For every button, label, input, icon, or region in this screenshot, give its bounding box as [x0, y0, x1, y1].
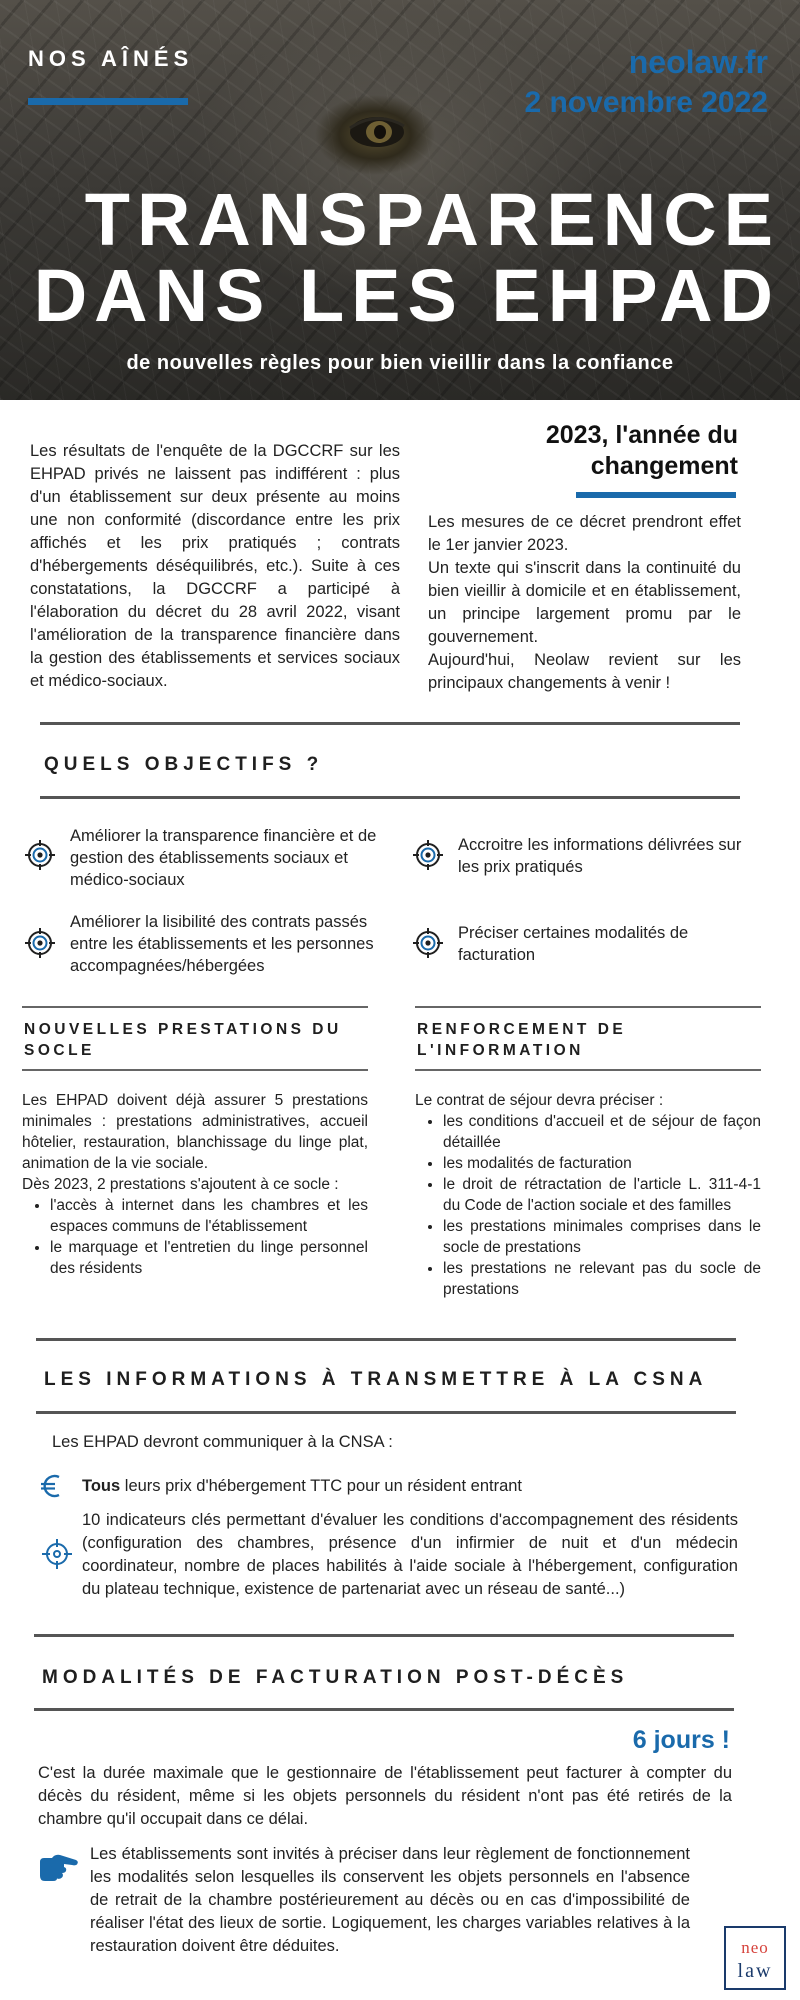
facturation-highlight: 6 jours ! — [632, 1726, 730, 1754]
facturation-paragraph: C'est la durée maximale que le gestionnaire de l'établissement peut facturer à compter du décès du résident, même si les objets personnels du résident n'ont pas été retirés de la chambre qu'il occupait dans ce délai. — [38, 1764, 732, 1828]
csna-item-indicators: 10 indicateurs clés permettant d'évaluer les conditions d'accompagnement des résidents (configuration des chambres, présence d'un infirmier de nuit et d'un médecin coordinateur, nombre de places habilités à l'aide sociale à l'hébergement, configuration du plateau technique, existence de partenariat avec un réseau de santé...) — [82, 1511, 738, 1598]
list-item: • les prestations ne relevant pas du socle de prestations — [443, 1258, 761, 1300]
facturation-title: MODALITÉS DE FACTURATION POST-DÉCÈS — [42, 1667, 629, 1688]
prestations-title — [24, 1019, 364, 1061]
objective-item: Améliorer la transparence financière et de gestion des établissements sociaux et médico-sociaux — [70, 827, 377, 889]
divider — [22, 1006, 368, 1008]
crosshair-icon — [42, 1539, 72, 1569]
publication-date: 2 novembre 2022 — [524, 86, 768, 119]
divider — [415, 1006, 761, 1008]
intro-right-paragraph-1: Les mesures de ce décret prendront effet le 1er janvier 2023. — [428, 513, 741, 554]
target-icon — [413, 928, 443, 958]
csna-title: LES INFORMATIONS À TRANSMETTRE À LA CSNA — [44, 1369, 708, 1390]
target-icon — [25, 840, 55, 870]
information-title — [417, 1019, 757, 1061]
site-link[interactable]: neolaw.fr — [628, 44, 768, 80]
prestations-body — [22, 1090, 368, 1279]
divider — [36, 1411, 736, 1414]
hero-kicker: NOS AÎNÉS — [28, 46, 194, 71]
list-item: • le marquage et l'entretien du linge personnel des résidents — [50, 1237, 368, 1279]
prestations-title-line-2: SOCLE — [24, 1042, 95, 1059]
intro-right-heading-line-2: changement — [590, 452, 738, 480]
objective-item: Accroitre les informations délivrées sur les prix pratiqués — [458, 836, 742, 876]
page-title — [20, 178, 780, 337]
information-title-line-2: L'INFORMATION — [417, 1042, 584, 1059]
list-item: • les conditions d'accueil et de séjour de façon détaillée — [443, 1111, 761, 1153]
prestations-title-line-1: NOUVELLES PRESTATIONS DU — [24, 1021, 342, 1038]
information-intro: Le contrat de séjour devra préciser : — [415, 1092, 664, 1109]
list-item: • les modalités de facturation — [443, 1153, 761, 1174]
divider — [34, 1708, 734, 1711]
facturation-note: Les établissements sont invités à préciser dans leur règlement de fonctionnement les modalités selon lesquelles ils conservent les objets personnels en l'absence de retrait de la chambre postérieurement au décès ou en cas d'impossibilité de réaliser l'état des lieux de sortie. Logiquement, les charges variables relatives à la restauration doivent être déduites. — [90, 1845, 690, 1955]
page-subtitle: de nouvelles règles pour bien vieillir dans la confiance — [126, 352, 674, 374]
list-item: • l'accès à internet dans les chambres et les espaces communs de l'établissement — [50, 1195, 368, 1237]
intro-left-paragraph: Les résultats de l'enquête de la DGCCRF sur les EHPAD privés ne laissent pas indifférent : plus d'un établissement sur deux présente au moins une non conformité (discordance entre les prix affichés et les prix pratiqués ; contrats d'hébergements déséquilibrés, etc.). Suite à ces constatations, la DGCCRF a participé à l'élaboration du décret du 28 avril 2022, visant l'amélioration de la transparence financière dans la gestion des établissements et services sociaux et médico-sociaux. — [30, 442, 400, 690]
objective-item: Préciser certaines modalités de facturation — [458, 924, 689, 964]
divider — [22, 1069, 368, 1071]
logo-text-bottom: law — [737, 1960, 773, 1982]
information-body — [415, 1090, 761, 1300]
csna-item-prices-bold: Tous — [82, 1477, 121, 1495]
pointing-hand-icon — [38, 1852, 80, 1882]
csna-item-prices — [82, 1475, 522, 1498]
euro-icon — [38, 1473, 66, 1499]
intro-right-paragraph-3: Aujourd'hui, Neolaw revient sur les principaux changements à venir ! — [428, 651, 741, 692]
information-title-line-1: RENFORCEMENT DE — [417, 1021, 627, 1038]
information-list — [415, 1111, 761, 1300]
hero-accent-bar — [28, 98, 188, 105]
prestations-paragraph-2: Dès 2023, 2 prestations s'ajoutent à ce socle : — [22, 1176, 339, 1193]
csna-intro: Les EHPAD devront communiquer à la CNSA : — [52, 1433, 393, 1451]
objective-item: Améliorer la lisibilité des contrats passés entre les établissements et les personnes accompagnées/hébergées — [70, 913, 374, 975]
divider — [36, 1338, 736, 1341]
intro-right-text — [428, 511, 741, 695]
hero-banner — [0, 0, 800, 400]
objectives-title: QUELS OBJECTIFS ? — [44, 754, 324, 775]
list-item: • les prestations minimales comprises dans le socle de prestations — [443, 1216, 761, 1258]
divider — [40, 796, 740, 799]
divider — [40, 722, 740, 725]
intro-accent-bar — [576, 492, 736, 498]
intro-right-heading-line-1: 2023, l'année du — [545, 421, 738, 449]
list-item: • le droit de rétractation de l'article L. 311-4-1 du Code de l'action sociale et des familles — [443, 1174, 761, 1216]
page-title-line-2: DANS LES EHPAD — [33, 254, 780, 337]
intro-right-heading — [438, 420, 738, 482]
divider — [415, 1069, 761, 1071]
neolaw-logo[interactable] — [724, 1926, 786, 1990]
elephant-eye-image — [348, 112, 406, 152]
page-title-line-1: TRANSPARENCE — [84, 178, 780, 261]
intro-right-paragraph-2: Un texte qui s'inscrit dans la continuité du bien vieillir à domicile et en établissement, un principe largement promu par le gouvernement. — [428, 559, 741, 646]
prestations-paragraph-1: Les EHPAD doivent déjà assurer 5 prestations minimales : prestations administratives, accueil hôtelier, restauration, blanchissage du linge plat, animation de la vie sociale. — [22, 1092, 368, 1172]
prestations-list — [22, 1195, 368, 1279]
target-icon — [413, 840, 443, 870]
logo-text-top: neo — [741, 1938, 769, 1957]
csna-item-prices-text: leurs prix d'hébergement TTC pour un résident entrant — [120, 1477, 523, 1495]
target-icon — [25, 928, 55, 958]
divider — [34, 1634, 734, 1637]
